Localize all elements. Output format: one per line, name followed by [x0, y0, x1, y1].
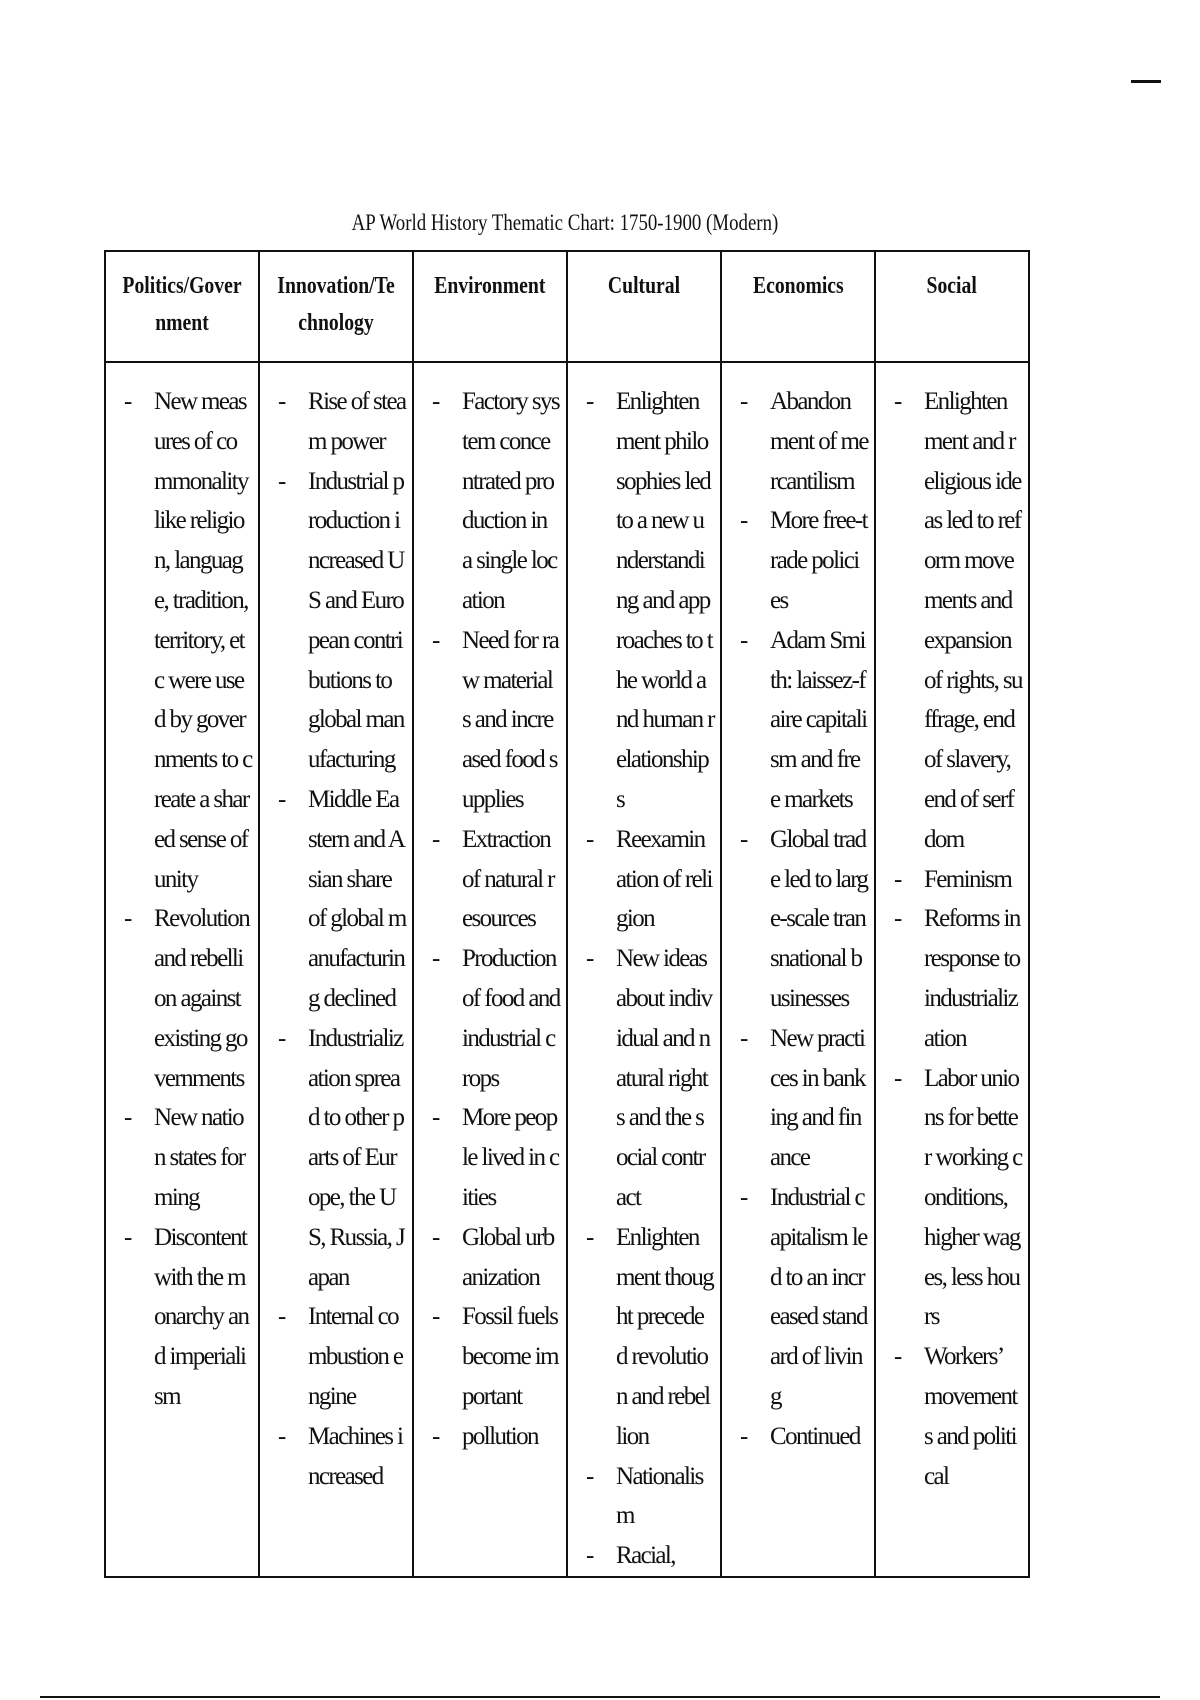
list-item: - New practices in banking and finance	[740, 1019, 868, 1178]
list-item: - New measures of commonality like religion, language, tradition, territory, etc were used by governments to create a shared sense of unity	[124, 382, 252, 899]
cultural-list	[586, 382, 714, 1576]
header-environment	[413, 251, 567, 362]
list-item: - Revolution and rebellion against existing governments	[124, 899, 252, 1098]
list-item: - Rise of steam power	[278, 382, 406, 462]
list-item: - Industrialization spread to other parts of Europe, the US, Russia, Japan	[278, 1019, 406, 1298]
top-dash-mark	[1131, 80, 1161, 83]
header-cultural-label: Cultural	[607, 273, 681, 299]
list-item: - Machines increased	[278, 1417, 406, 1497]
cell-politics	[105, 362, 259, 1577]
innovation-list	[278, 382, 406, 1496]
list-item: - Extraction of natural resources	[432, 820, 560, 939]
chart-title: AP World History Thematic Chart: 1750-1900 (Modern)	[351, 210, 779, 235]
list-item: - Enlightenment and religious ideas led to reform movements and expansion of rights, suffrage, end of slavery, end of serfdom	[894, 382, 1022, 860]
list-item: - Discontent with the monarchy and imperialism	[124, 1218, 252, 1417]
bottom-rule	[40, 1696, 1160, 1698]
cell-environment	[413, 362, 567, 1577]
list-item: - Middle Eastern and Asian share of global manufacturing declined	[278, 780, 406, 1019]
list-item: - Feminism	[894, 860, 1022, 900]
list-item: - Industrial production increased US and European contributions to global manufacturing	[278, 462, 406, 780]
list-item: - Abandonment of mercantilism	[740, 382, 868, 501]
header-environment-label: Environment	[434, 273, 546, 299]
environment-list	[432, 382, 560, 1457]
cell-innovation	[259, 362, 413, 1577]
social-list	[894, 382, 1022, 1496]
list-item: - Labor unions for better working conditions, higher wages, less hours	[894, 1059, 1022, 1338]
list-item: - Nationalism	[586, 1457, 714, 1537]
content-row	[105, 362, 1029, 1577]
header-innovation-label: Innovation/Technology	[277, 273, 395, 336]
list-item: - Continued	[740, 1417, 868, 1457]
list-item: - Reexamination of religion	[586, 820, 714, 939]
cell-cultural	[567, 362, 721, 1577]
list-item: - Need for raw materials and increased food supplies	[432, 621, 560, 820]
economics-list	[740, 382, 868, 1457]
list-item: - Workers’ movements and political	[894, 1337, 1022, 1496]
list-item: - Reforms in response to industrialization	[894, 899, 1022, 1058]
list-item: - Factory system concentrated production in a single location	[432, 382, 560, 621]
header-economics	[721, 251, 875, 362]
header-politics-label: Politics/Government	[122, 273, 242, 336]
list-item: - Enlightenment philosophies led to a new understanding and approaches to the world and human relationships	[586, 382, 714, 820]
header-politics	[105, 251, 259, 362]
cell-economics	[721, 362, 875, 1577]
header-social-label: Social	[926, 273, 978, 299]
list-item: - Global urbanization	[432, 1218, 560, 1298]
list-item: - pollution	[432, 1417, 560, 1457]
list-item: - Enlightenment thought preceded revolution and rebellion	[586, 1218, 714, 1457]
list-item: - New nation states forming	[124, 1098, 252, 1217]
list-item: - New ideas about individual and natural rights and the social contract	[586, 939, 714, 1218]
politics-list	[124, 382, 252, 1417]
cell-social	[875, 362, 1029, 1577]
list-item: - Global trade led to large-scale transnational businesses	[740, 820, 868, 1019]
header-economics-label: Economics	[752, 273, 844, 299]
thematic-chart-table	[104, 250, 1030, 1578]
header-row	[105, 251, 1029, 362]
header-cultural	[567, 251, 721, 362]
header-innovation	[259, 251, 413, 362]
list-item: - More free-trade policies	[740, 501, 868, 620]
header-social	[875, 251, 1029, 362]
list-item: - Industrial capitalism led to an increased standard of living	[740, 1178, 868, 1417]
list-item: - Production of food and industrial crops	[432, 939, 560, 1098]
list-item: - Internal combustion engine	[278, 1297, 406, 1416]
list-item: - Adam Smith: laissez-faire capitalism and free markets	[740, 621, 868, 820]
list-item: - Racial,	[586, 1536, 714, 1576]
list-item: - Fossil fuels become important	[432, 1297, 560, 1416]
list-item: - More people lived in cities	[432, 1098, 560, 1217]
